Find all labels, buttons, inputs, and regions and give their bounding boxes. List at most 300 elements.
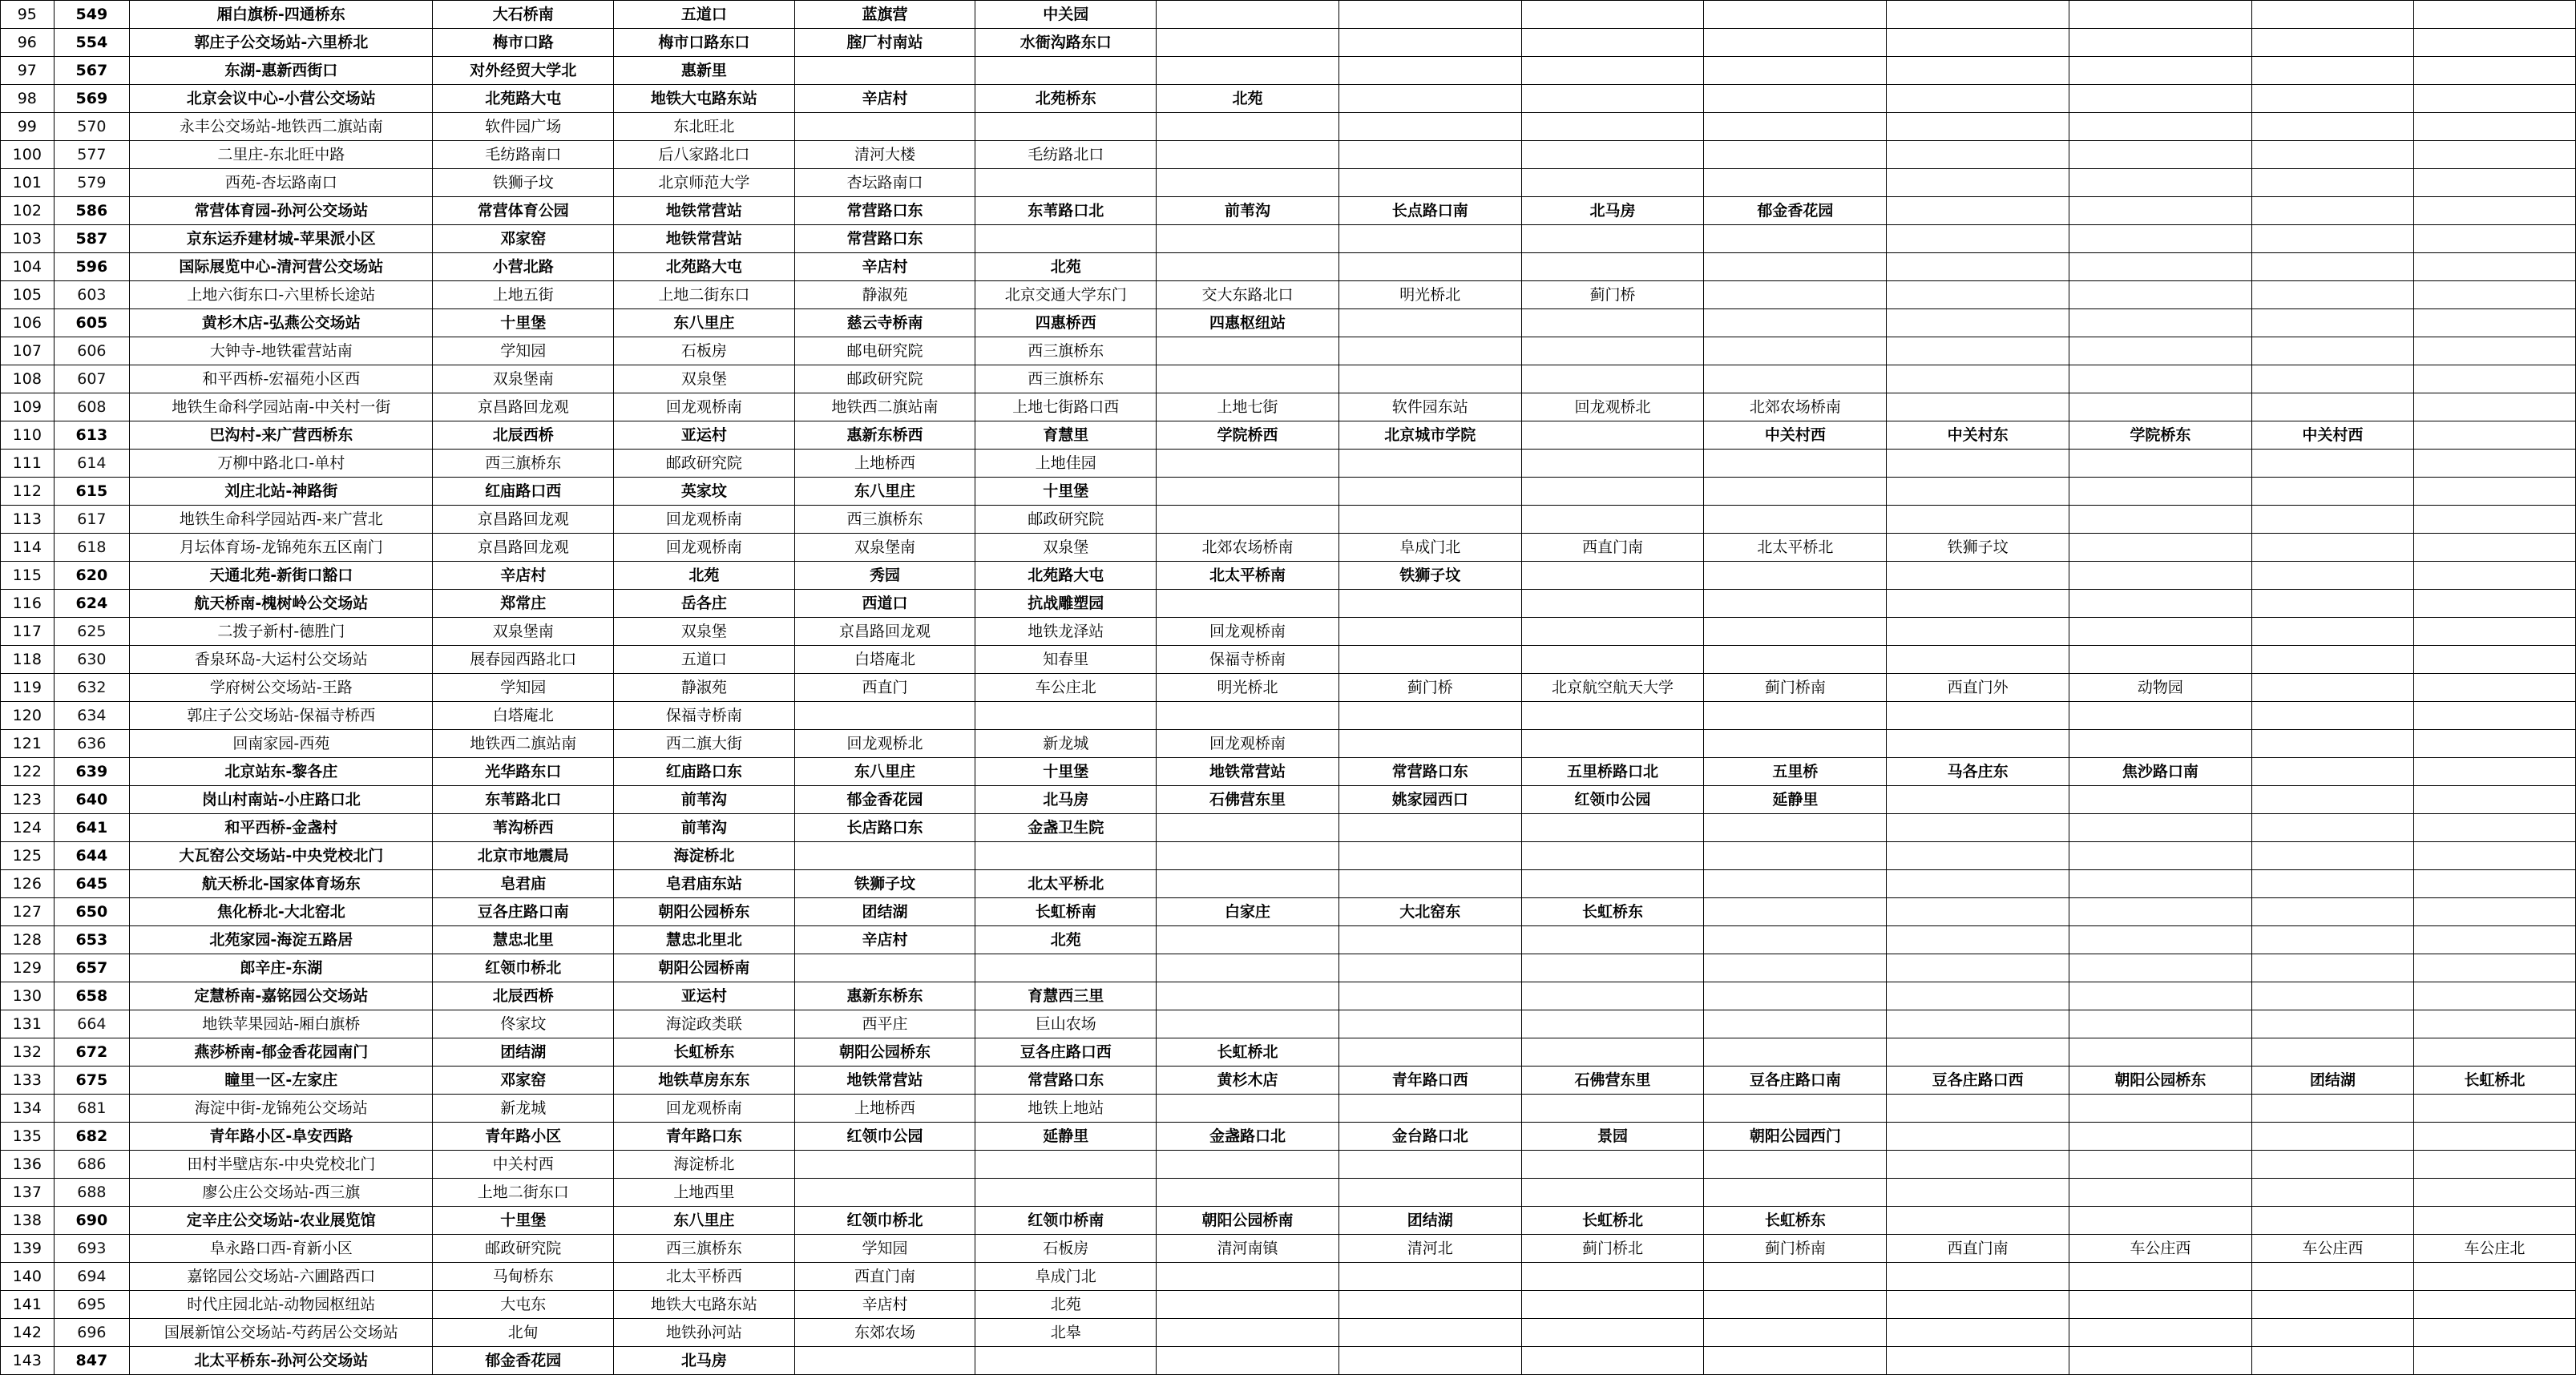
stop-cell: 常营路口东 [975, 1067, 1157, 1095]
empty-cell [2413, 197, 2575, 225]
table-row[interactable] [1, 1010, 2576, 1038]
empty-cell [1887, 113, 2069, 141]
empty-cell [1338, 590, 1521, 618]
stop-cell: 车公庄北 [2413, 1235, 2575, 1263]
empty-cell [2069, 534, 2252, 562]
stop-cell: 保福寺桥南 [614, 702, 795, 730]
table-row[interactable] [1, 478, 2576, 506]
table-row[interactable] [1, 842, 2576, 870]
stop-cell: 大北窑东 [1338, 898, 1521, 926]
stop-cell: 西三旗桥东 [614, 1235, 795, 1263]
stop-cell: 地铁上地站 [975, 1095, 1157, 1123]
stop-cell: 学知园 [433, 337, 614, 365]
table-row[interactable] [1, 674, 2576, 702]
table-row[interactable] [1, 982, 2576, 1010]
empty-cell [1521, 618, 1704, 646]
table-row[interactable] [1, 1347, 2576, 1375]
row-index: 140 [1, 1263, 55, 1291]
stop-cell: 黄杉木店 [1157, 1067, 1339, 1095]
stop-cell: 北苑路大屯 [614, 253, 795, 281]
empty-cell [1157, 590, 1339, 618]
empty-cell [2251, 1179, 2413, 1207]
row-index: 135 [1, 1123, 55, 1151]
stop-cell: 亚运村 [614, 421, 795, 450]
table-row[interactable] [1, 225, 2576, 253]
empty-cell [2251, 702, 2413, 730]
empty-cell [2251, 1291, 2413, 1319]
stop-cell: 姚家园西口 [1338, 786, 1521, 814]
route-name: 西苑-杏坛路南口 [130, 169, 433, 197]
stop-cell: 大石桥南 [433, 1, 614, 29]
empty-cell [1338, 954, 1521, 982]
table-row[interactable] [1, 337, 2576, 365]
route-name: 地铁生命科学园站西-来广营北 [130, 506, 433, 534]
empty-cell [794, 842, 975, 870]
stop-cell: 上地二街东口 [433, 1179, 614, 1207]
route-name: 岗山村南站-小庄路口北 [130, 786, 433, 814]
empty-cell [2413, 1179, 2575, 1207]
stop-cell: 十里堡 [975, 478, 1157, 506]
empty-cell [2251, 113, 2413, 141]
empty-cell [1704, 1179, 1887, 1207]
empty-cell [1704, 814, 1887, 842]
empty-cell [2251, 786, 2413, 814]
empty-cell [1338, 926, 1521, 954]
route-name: 瞳里一区-左家庄 [130, 1067, 433, 1095]
empty-cell [2413, 758, 2575, 786]
empty-cell [1887, 29, 2069, 57]
stop-cell: 光华路东口 [433, 758, 614, 786]
table-row[interactable] [1, 562, 2576, 590]
table-row[interactable] [1, 450, 2576, 478]
empty-cell [2251, 478, 2413, 506]
route-number: 658 [54, 982, 130, 1010]
empty-cell [1704, 337, 1887, 365]
row-index: 99 [1, 113, 55, 141]
stop-cell: 十里堡 [975, 758, 1157, 786]
stop-cell: 北苑路大屯 [975, 562, 1157, 590]
stop-cell: 北郊农场桥南 [1157, 534, 1339, 562]
empty-cell [1521, 562, 1704, 590]
stop-cell: 北京市地震局 [433, 842, 614, 870]
stop-cell: 北郊农场桥南 [1704, 393, 1887, 421]
empty-cell [1338, 1, 1521, 29]
table-row[interactable] [1, 646, 2576, 674]
route-name: 青年路小区-阜安西路 [130, 1123, 433, 1151]
empty-cell [1887, 450, 2069, 478]
stop-cell: 岳各庄 [614, 590, 795, 618]
stop-cell: 后八家路北口 [614, 141, 795, 169]
route-name: 天通北苑-新街口豁口 [130, 562, 433, 590]
empty-cell [2069, 786, 2252, 814]
empty-cell [2069, 57, 2252, 85]
table-row[interactable] [1, 57, 2576, 85]
empty-cell [1704, 1291, 1887, 1319]
empty-cell [1704, 478, 1887, 506]
stop-cell: 东八里庄 [794, 758, 975, 786]
stop-cell: 地铁孙河站 [614, 1319, 795, 1347]
route-name: 郎辛庄-东湖 [130, 954, 433, 982]
empty-cell [2251, 85, 2413, 113]
empty-cell [1338, 1179, 1521, 1207]
row-index: 126 [1, 870, 55, 898]
stop-cell: 长虹桥北 [2413, 1067, 2575, 1095]
empty-cell [2251, 450, 2413, 478]
empty-cell [1157, 1179, 1339, 1207]
table-row[interactable] [1, 1067, 2576, 1095]
empty-cell [2069, 1038, 2252, 1067]
stop-cell: 慧忠北里 [433, 926, 614, 954]
empty-cell [1521, 141, 1704, 169]
table-row[interactable] [1, 1207, 2576, 1235]
empty-cell [1338, 842, 1521, 870]
empty-cell [975, 1347, 1157, 1375]
empty-cell [2251, 1, 2413, 29]
table-row[interactable] [1, 702, 2576, 730]
route-name: 刘庄北站-神路街 [130, 478, 433, 506]
row-index: 125 [1, 842, 55, 870]
empty-cell [975, 842, 1157, 870]
route-number: 579 [54, 169, 130, 197]
route-number: 694 [54, 1263, 130, 1291]
stop-cell: 西平庄 [794, 1010, 975, 1038]
stop-cell: 北苑 [975, 926, 1157, 954]
table-row[interactable] [1, 786, 2576, 814]
stop-cell: 阜成门北 [1338, 534, 1521, 562]
stop-cell: 五道口 [614, 646, 795, 674]
row-index: 100 [1, 141, 55, 169]
route-name: 京东运乔建材城-苹果派小区 [130, 225, 433, 253]
route-number: 596 [54, 253, 130, 281]
stop-cell: 东郊农场 [794, 1319, 975, 1347]
stop-cell: 郁金香花园 [433, 1347, 614, 1375]
stop-cell: 地铁龙泽站 [975, 618, 1157, 646]
stop-cell: 车公庄西 [2251, 1235, 2413, 1263]
route-name: 地铁苹果园站-厢白旗桥 [130, 1010, 433, 1038]
empty-cell [1338, 1010, 1521, 1038]
route-name: 阜永路口西-育新小区 [130, 1235, 433, 1263]
stop-cell: 双泉堡南 [433, 365, 614, 393]
stop-cell: 地铁常营站 [614, 197, 795, 225]
table-row[interactable] [1, 113, 2576, 141]
empty-cell [2069, 1123, 2252, 1151]
empty-cell [1338, 982, 1521, 1010]
stop-cell: 北苑 [975, 253, 1157, 281]
stop-cell: 团结湖 [433, 1038, 614, 1067]
table-row[interactable] [1, 506, 2576, 534]
route-number: 640 [54, 786, 130, 814]
route-number: 607 [54, 365, 130, 393]
stop-cell: 白塔庵北 [794, 646, 975, 674]
route-name: 永丰公交场站-地铁西二旗站南 [130, 113, 433, 141]
stop-cell: 长点路口南 [1338, 197, 1521, 225]
table-row[interactable] [1, 197, 2576, 225]
stop-cell: 回龙观桥南 [614, 393, 795, 421]
stop-cell: 朝阳公园桥东 [2069, 1067, 2252, 1095]
stop-cell: 杏坛路南口 [794, 169, 975, 197]
stop-cell: 回龙观桥南 [1157, 618, 1339, 646]
empty-cell [1157, 253, 1339, 281]
table-row[interactable] [1, 1151, 2576, 1179]
table-row[interactable] [1, 1123, 2576, 1151]
route-name: 航天桥北-国家体育场东 [130, 870, 433, 898]
route-number: 632 [54, 674, 130, 702]
empty-cell [1338, 253, 1521, 281]
empty-cell [2069, 898, 2252, 926]
table-row[interactable] [1, 141, 2576, 169]
empty-cell [1521, 1010, 1704, 1038]
empty-cell [1338, 85, 1521, 113]
empty-cell [1887, 842, 2069, 870]
empty-cell [1521, 1347, 1704, 1375]
table-row[interactable] [1, 870, 2576, 898]
empty-cell [1521, 926, 1704, 954]
empty-cell [2251, 281, 2413, 309]
table-row[interactable] [1, 1, 2576, 29]
stop-cell: 学知园 [433, 674, 614, 702]
stop-cell: 五里桥 [1704, 758, 1887, 786]
stop-cell: 北皋 [975, 1319, 1157, 1347]
route-number: 554 [54, 29, 130, 57]
table-body [1, 1, 2576, 1375]
table-row[interactable] [1, 814, 2576, 842]
empty-cell [2251, 169, 2413, 197]
empty-cell [1704, 926, 1887, 954]
empty-cell [1704, 954, 1887, 982]
table-row[interactable] [1, 1235, 2576, 1263]
empty-cell [1521, 337, 1704, 365]
empty-cell [1887, 141, 2069, 169]
stop-cell: 动物园 [2069, 674, 2252, 702]
empty-cell [1704, 982, 1887, 1010]
stop-cell: 十里堡 [433, 309, 614, 337]
empty-cell [2069, 450, 2252, 478]
empty-cell [2413, 309, 2575, 337]
stop-cell: 西直门南 [1887, 1235, 2069, 1263]
empty-cell [1157, 926, 1339, 954]
table-row[interactable] [1, 898, 2576, 926]
route-name: 黄杉木店-弘燕公交场站 [130, 309, 433, 337]
stop-cell: 东八里庄 [614, 309, 795, 337]
stop-cell: 豆各庄路口西 [1887, 1067, 2069, 1095]
empty-cell [1338, 113, 1521, 141]
empty-cell [1338, 225, 1521, 253]
route-name: 北苑家园-海淀五路居 [130, 926, 433, 954]
table-row[interactable] [1, 421, 2576, 450]
stop-cell: 双泉堡 [614, 618, 795, 646]
empty-cell [1704, 309, 1887, 337]
stop-cell: 豆各庄路口南 [1704, 1067, 1887, 1095]
stop-cell: 邮政研究院 [614, 450, 795, 478]
stop-cell: 海淀桥北 [614, 1151, 795, 1179]
route-name: 北太平桥东-孙河公交场站 [130, 1347, 433, 1375]
table-row[interactable] [1, 281, 2576, 309]
empty-cell [1338, 1038, 1521, 1067]
stop-cell: 水衙沟路东口 [975, 29, 1157, 57]
empty-cell [1704, 1263, 1887, 1291]
route-number: 587 [54, 225, 130, 253]
stop-cell: 邮政研究院 [975, 506, 1157, 534]
stop-cell: 邓家窑 [433, 1067, 614, 1095]
empty-cell [2069, 169, 2252, 197]
table-row[interactable] [1, 253, 2576, 281]
stop-cell: 东八里庄 [614, 1207, 795, 1235]
table-row[interactable] [1, 85, 2576, 113]
stop-cell: 中关村东 [1887, 421, 2069, 450]
route-number: 675 [54, 1067, 130, 1095]
stop-cell: 前苇沟 [1157, 197, 1339, 225]
stop-cell: 腟厂村南站 [794, 29, 975, 57]
empty-cell [1704, 1095, 1887, 1123]
table-row[interactable] [1, 1038, 2576, 1067]
stop-cell: 郑常庄 [433, 590, 614, 618]
row-index: 129 [1, 954, 55, 982]
stop-cell: 地铁草房东东 [614, 1067, 795, 1095]
route-number: 686 [54, 1151, 130, 1179]
table-row[interactable] [1, 309, 2576, 337]
stop-cell: 团结湖 [1338, 1207, 1521, 1235]
empty-cell [2251, 1123, 2413, 1151]
table-row[interactable] [1, 534, 2576, 562]
stop-cell: 学知园 [794, 1235, 975, 1263]
stop-cell: 蓟门桥南 [1704, 674, 1887, 702]
stop-cell: 亚运村 [614, 982, 795, 1010]
stop-cell: 景园 [1521, 1123, 1704, 1151]
stop-cell: 双泉堡南 [794, 534, 975, 562]
stop-cell: 邮政研究院 [433, 1235, 614, 1263]
empty-cell [2413, 393, 2575, 421]
stop-cell: 地铁常营站 [614, 225, 795, 253]
empty-cell [1338, 618, 1521, 646]
row-index: 111 [1, 450, 55, 478]
route-name: 燕莎桥南-郁金香花园南门 [130, 1038, 433, 1067]
route-number: 650 [54, 898, 130, 926]
stop-cell: 北苑桥东 [975, 85, 1157, 113]
table-row[interactable] [1, 758, 2576, 786]
empty-cell [1704, 450, 1887, 478]
stop-cell: 巨山农场 [975, 1010, 1157, 1038]
row-index: 115 [1, 562, 55, 590]
stop-cell: 回龙观桥北 [794, 730, 975, 758]
empty-cell [1338, 646, 1521, 674]
empty-cell [2251, 954, 2413, 982]
empty-cell [1521, 870, 1704, 898]
empty-cell [1157, 450, 1339, 478]
empty-cell [1887, 253, 2069, 281]
empty-cell [2251, 562, 2413, 590]
table-row[interactable] [1, 1095, 2576, 1123]
stop-cell: 石佛营东里 [1521, 1067, 1704, 1095]
empty-cell [2413, 562, 2575, 590]
table-row[interactable] [1, 618, 2576, 646]
route-name: 航天桥南-槐树岭公交场站 [130, 590, 433, 618]
row-index: 104 [1, 253, 55, 281]
row-index: 130 [1, 982, 55, 1010]
stop-cell: 长虹桥南 [975, 898, 1157, 926]
empty-cell [1521, 814, 1704, 842]
stop-cell: 地铁大屯路东站 [614, 85, 795, 113]
row-index: 122 [1, 758, 55, 786]
row-index: 110 [1, 421, 55, 450]
stop-cell: 软件园东站 [1338, 393, 1521, 421]
empty-cell [2413, 1123, 2575, 1151]
empty-cell [2413, 674, 2575, 702]
stop-cell: 青年路口西 [1338, 1067, 1521, 1095]
stop-cell: 慈云寺桥南 [794, 309, 975, 337]
row-index: 109 [1, 393, 55, 421]
table-row[interactable] [1, 1179, 2576, 1207]
stop-cell: 朝阳公园桥南 [1157, 1207, 1339, 1235]
empty-cell [975, 113, 1157, 141]
stop-cell: 朝阳公园桥东 [614, 898, 795, 926]
route-number: 614 [54, 450, 130, 478]
row-index: 102 [1, 197, 55, 225]
stop-cell: 西三旗桥东 [794, 506, 975, 534]
route-number: 567 [54, 57, 130, 85]
empty-cell [2413, 225, 2575, 253]
empty-cell [2069, 1291, 2252, 1319]
table-row[interactable] [1, 954, 2576, 982]
row-index: 142 [1, 1319, 55, 1347]
stop-cell: 京昌路回龙观 [433, 534, 614, 562]
empty-cell [2251, 730, 2413, 758]
stop-cell: 常营体育公园 [433, 197, 614, 225]
table-row[interactable] [1, 1319, 2576, 1347]
empty-cell [1521, 1, 1704, 29]
table-row[interactable] [1, 926, 2576, 954]
empty-cell [1887, 814, 2069, 842]
stop-cell: 学院桥东 [2069, 421, 2252, 450]
empty-cell [1157, 478, 1339, 506]
empty-cell [1704, 85, 1887, 113]
empty-cell [1887, 618, 2069, 646]
empty-cell [1887, 870, 2069, 898]
empty-cell [2251, 1095, 2413, 1123]
route-number: 645 [54, 870, 130, 898]
stop-cell: 皂君庙东站 [614, 870, 795, 898]
stop-cell: 上地二街东口 [614, 281, 795, 309]
empty-cell [2251, 1207, 2413, 1235]
stop-cell: 北苑路大屯 [433, 85, 614, 113]
route-name: 厢白旗桥-四通桥东 [130, 1, 433, 29]
table-row[interactable] [1, 29, 2576, 57]
empty-cell [1521, 29, 1704, 57]
empty-cell [1521, 1095, 1704, 1123]
row-index: 117 [1, 618, 55, 646]
empty-cell [1704, 1, 1887, 29]
empty-cell [2413, 337, 2575, 365]
stop-cell: 五道口 [614, 1, 795, 29]
table-row[interactable] [1, 365, 2576, 393]
empty-cell [1521, 169, 1704, 197]
table-row[interactable] [1, 1263, 2576, 1291]
empty-cell [1157, 954, 1339, 982]
empty-cell [1887, 926, 2069, 954]
empty-cell [1704, 169, 1887, 197]
table-row[interactable] [1, 393, 2576, 421]
table-row[interactable] [1, 1291, 2576, 1319]
stop-cell: 豆各庄路口南 [433, 898, 614, 926]
table-row[interactable] [1, 590, 2576, 618]
table-row[interactable] [1, 169, 2576, 197]
empty-cell [2069, 646, 2252, 674]
route-number: 586 [54, 197, 130, 225]
table-row[interactable] [1, 730, 2576, 758]
empty-cell [2069, 842, 2252, 870]
empty-cell [2413, 898, 2575, 926]
route-name: 常营体育园-孙河公交场站 [130, 197, 433, 225]
empty-cell [1887, 1123, 2069, 1151]
